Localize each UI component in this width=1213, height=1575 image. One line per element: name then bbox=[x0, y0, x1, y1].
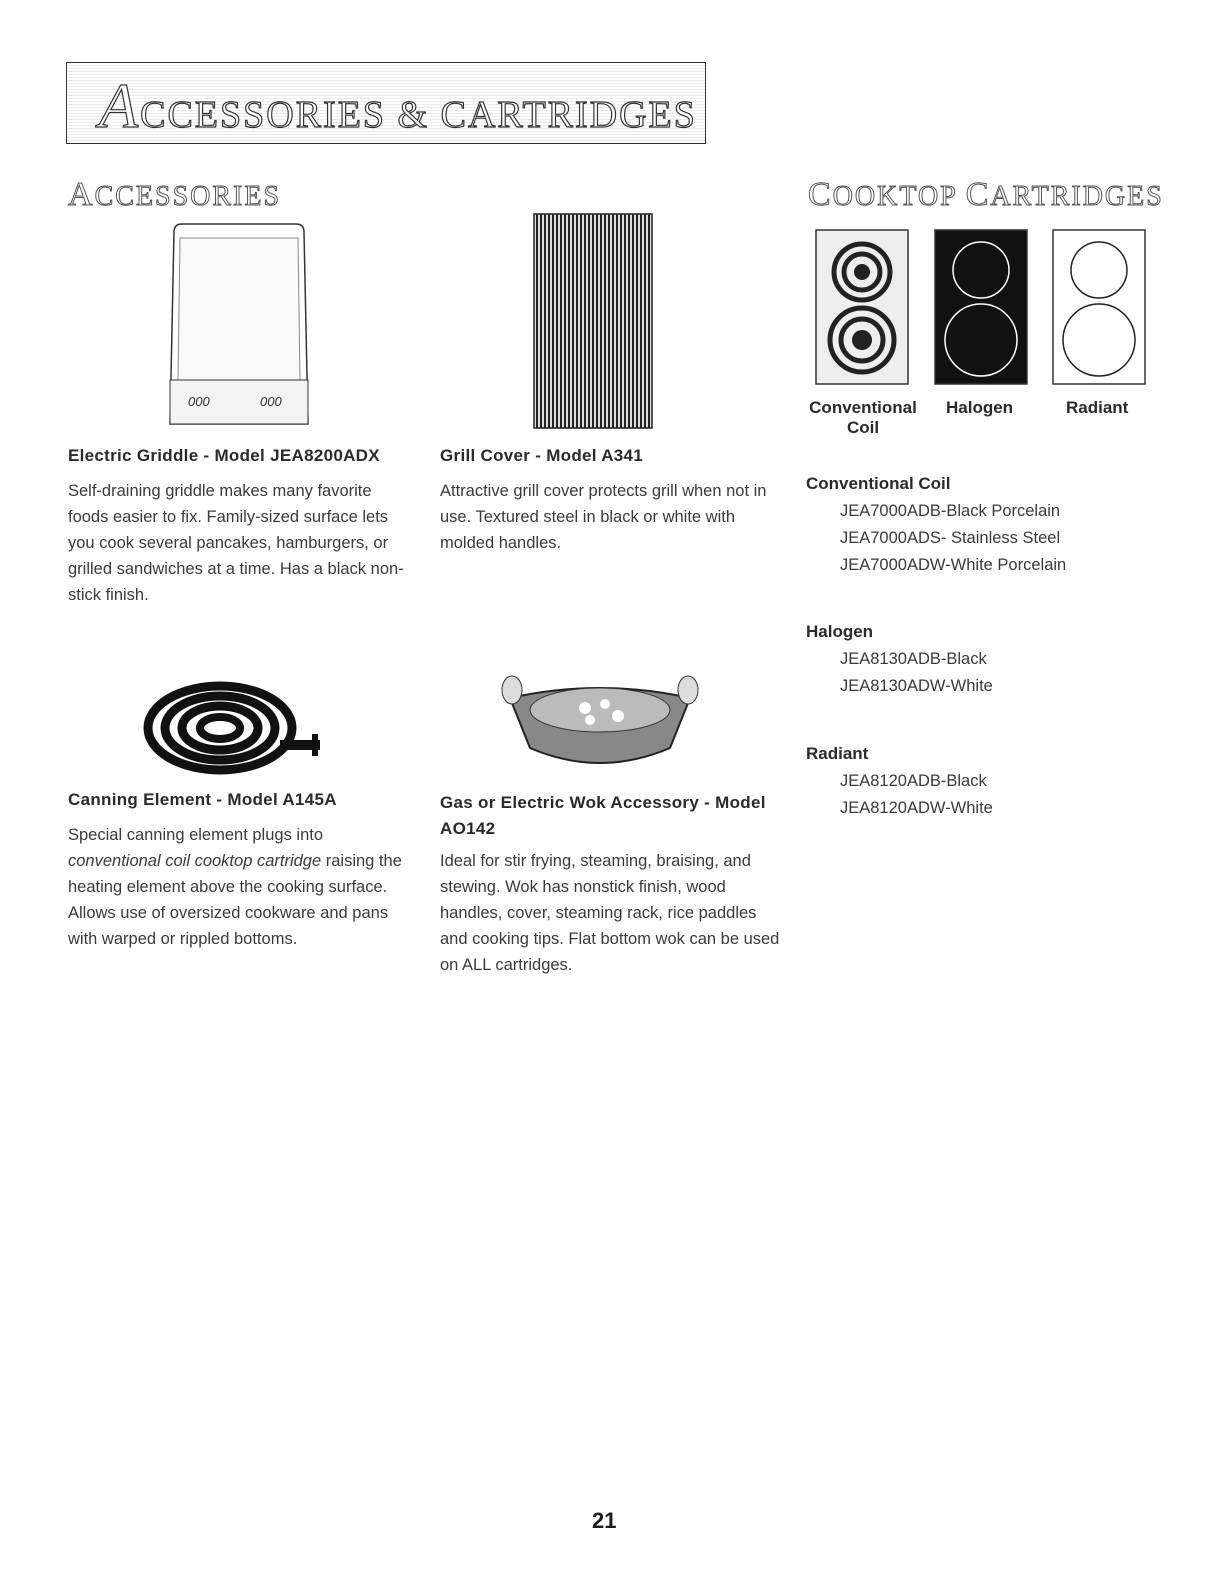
banner-rest: CCESSORIES & CARTRIDGES bbox=[140, 94, 697, 136]
conventional-model-list bbox=[840, 498, 1066, 579]
griddle-description: Self-draining griddle makes many favorite foods easier to fix. Family-sized surface lets you cook several pancakes, hamburgers, or grilled sandwiches at a time. Has a black non-stick finish. bbox=[68, 482, 404, 604]
model-item: JEA7000ADS- Stainless Steel bbox=[840, 529, 1061, 547]
heading-rest: OOKTOP bbox=[832, 181, 966, 212]
canning-text-part: raising the heating element above the cooking surface. Allows use of oversized cookware and pans with warped or rippled bottoms. bbox=[68, 852, 402, 948]
radiant-model-list bbox=[840, 768, 993, 822]
svg-text:000: 000 bbox=[260, 394, 282, 409]
radiant-list-title: Radiant bbox=[806, 744, 869, 763]
model-item: JEA8130ADW-White bbox=[840, 677, 993, 695]
wok-image bbox=[490, 668, 710, 778]
canning-element-image bbox=[140, 680, 330, 780]
grill-cover-image bbox=[532, 212, 654, 430]
radiant-cartridge-image bbox=[1051, 228, 1147, 388]
banner-initial: A bbox=[99, 70, 141, 141]
radiant-label: Radiant bbox=[1066, 398, 1129, 417]
heading-cap: A bbox=[68, 176, 95, 213]
griddle-title: Electric Griddle - Model JEA8200ADX bbox=[68, 446, 380, 465]
halogen-cartridge-image bbox=[933, 228, 1029, 388]
canning-text-part: Special canning element plugs into bbox=[68, 826, 324, 844]
conventional-list-title: Conventional Coil bbox=[806, 474, 951, 493]
model-item: JEA7000ADB-Black Porcelain bbox=[840, 502, 1061, 520]
conventional-coil-label: Conventional Coil bbox=[809, 398, 917, 437]
grill-cover-description: Attractive grill cover protects grill when not in use. Textured steel in black or white with molded handles. bbox=[440, 482, 767, 552]
cartridges-heading bbox=[808, 176, 1164, 214]
page-banner bbox=[66, 62, 706, 144]
heading-cap: C bbox=[808, 176, 833, 213]
model-item: JEA8120ADB-Black bbox=[840, 772, 987, 790]
heading-rest: CCESSORIES bbox=[94, 181, 282, 212]
canning-element-title: Canning Element - Model A145A bbox=[68, 790, 337, 809]
svg-text:000: 000 bbox=[188, 394, 210, 409]
banner-title bbox=[99, 69, 697, 143]
conventional-coil-cartridge-image bbox=[814, 228, 910, 388]
grill-cover-title: Grill Cover - Model A341 bbox=[440, 446, 644, 465]
halogen-list-title: Halogen bbox=[806, 622, 874, 641]
page-number: 21 bbox=[592, 1508, 617, 1533]
model-item: JEA7000ADW-White Porcelain bbox=[840, 556, 1067, 574]
canning-text-italic: conventional coil cooktop cartridge bbox=[68, 852, 322, 870]
accessories-heading bbox=[68, 176, 281, 214]
wok-description: Ideal for stir frying, steaming, braising, and stewing. Wok has nonstick finish, wood handles, cover, steaming rack, rice paddles and cooking tips. Flat bottom wok can be used on ALL cartridges. bbox=[440, 852, 780, 974]
heading-rest: ARTRIDGES bbox=[990, 181, 1164, 212]
halogen-model-list bbox=[840, 646, 993, 700]
canning-element-description bbox=[68, 822, 404, 952]
heading-cap: C bbox=[965, 176, 991, 213]
griddle-image bbox=[160, 220, 320, 430]
wok-title: Gas or Electric Wok Accessory - Model AO142 bbox=[440, 793, 766, 838]
halogen-label: Halogen bbox=[946, 398, 1014, 417]
model-item: JEA8120ADW-White bbox=[840, 799, 993, 817]
model-item: JEA8130ADB-Black bbox=[840, 650, 987, 668]
